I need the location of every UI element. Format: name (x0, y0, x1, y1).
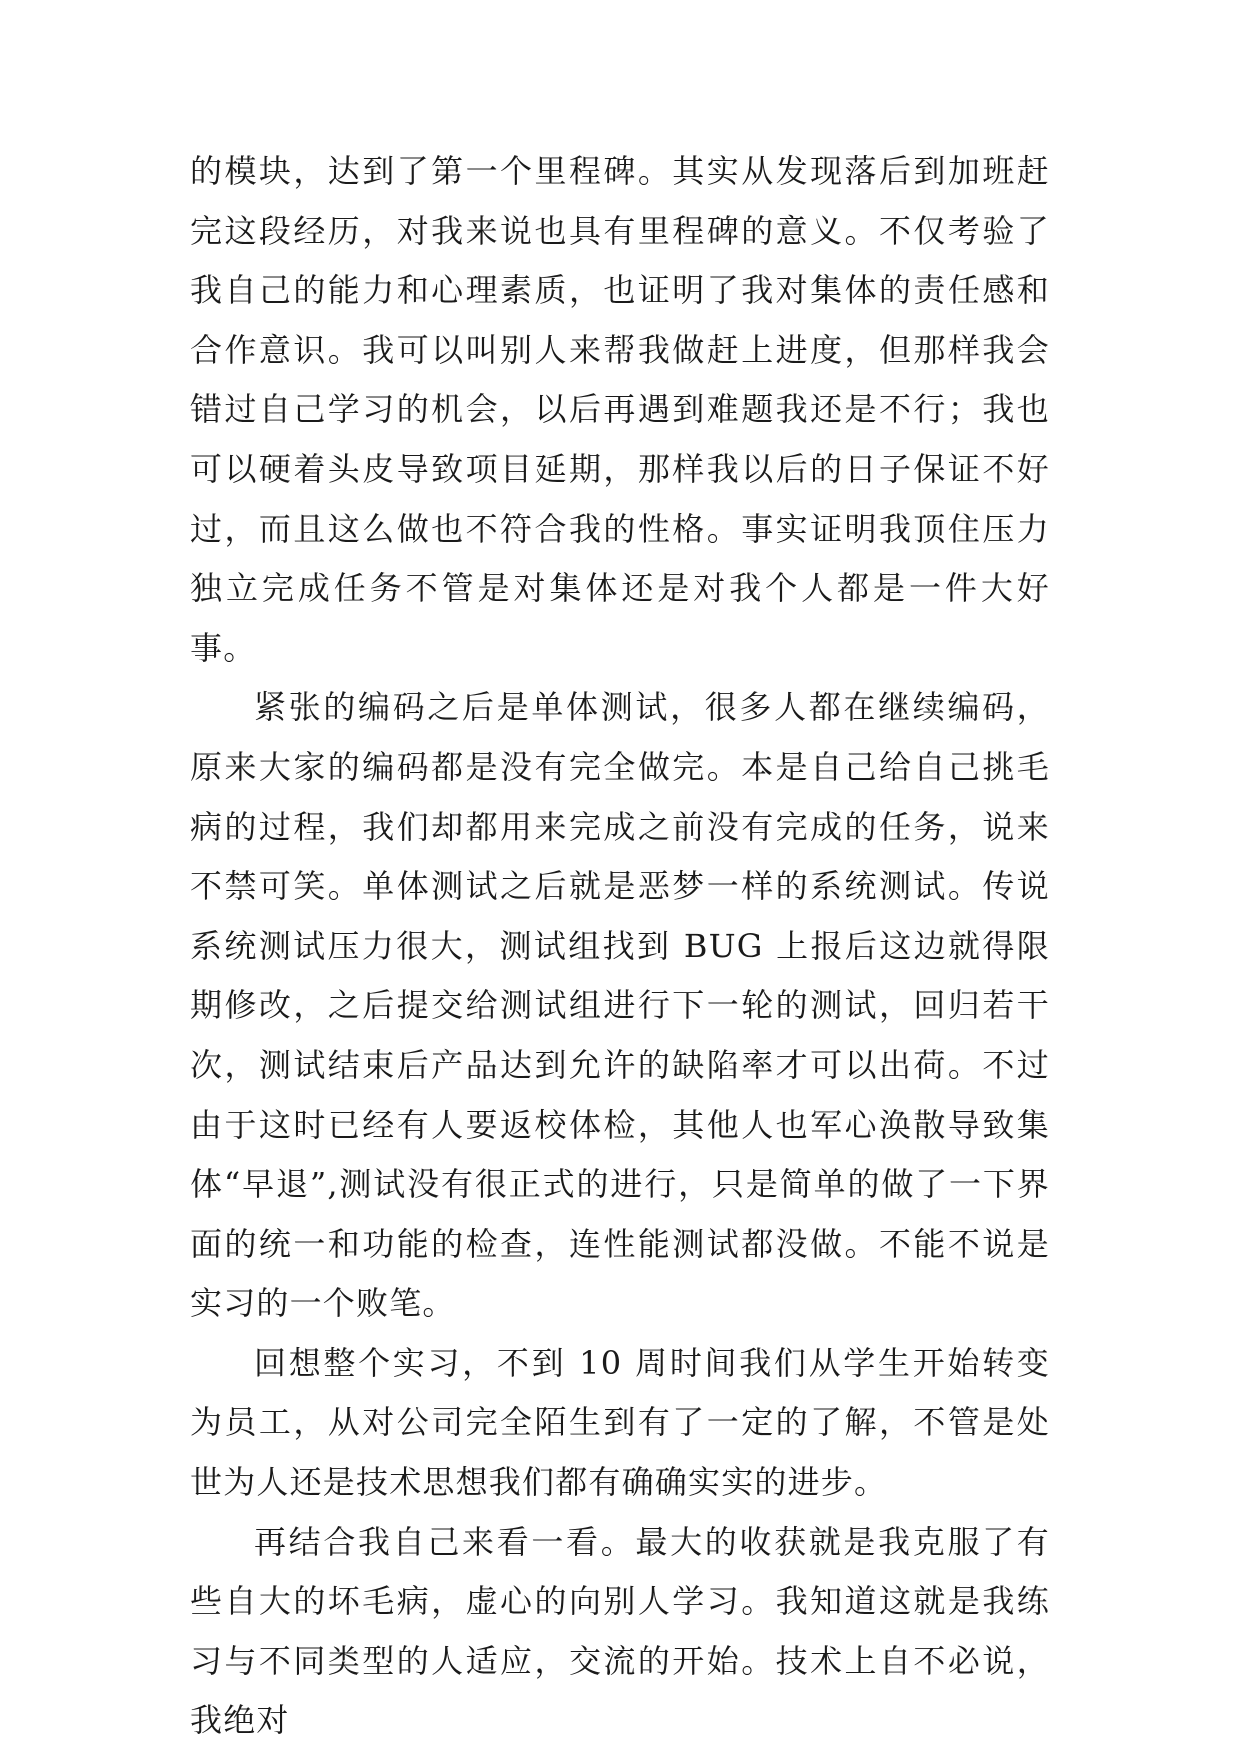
paragraph-1: 的模块，达到了第一个里程碑。其实从发现落后到加班赶完这段经历，对我来说也具有里程碑的意义。不仅考验了我自己的能力和心理素质，也证明了我对集体的责任感和合作意识。我可以叫别人来帮我做赶上进度，但那样我会错过自己学习的机会，以后再遇到难题我还是不行；我也可以硬着头皮导致项目延期，那样我以后的日子保证不好过，而且这么做也不符合我的性格。事实证明我顶住压力独立完成任务不管是对集体还是对我个人都是一件大好事。 (190, 152, 1050, 667)
paragraph-4: 再结合我自己来看一看。最大的收获就是我克服了有些自大的坏毛病，虚心的向别人学习。我知道这就是我练习与不同类型的人适应，交流的开始。技术上自不必说，我绝对 (190, 1522, 1050, 1740)
body-text (190, 142, 1050, 1751)
paragraph-3: 回想整个实习，不到 10 周时间我们从学生开始转变为员工，从对公司完全陌生到有了一定的了解，不管是处世为人还是技术思想我们都有确确实实的进步。 (190, 1343, 1050, 1502)
paragraph-2: 紧张的编码之后是单体测试，很多人都在继续编码，原来大家的编码都是没有完全做完。本是自己给自己挑毛病的过程，我们却都用来完成之前没有完成的任务，说来不禁可笑。单体测试之后就是恶梦一样的系统测试。传说系统测试压力很大，测试组找到 BUG 上报后这边就得限期修改，之后提交给测试组进行下一轮的测试，回归若干次，测试结束后产品达到允许的缺陷率才可以出荷。不过由于这时已经有人要返校体检，其他人也军心涣散导致集体“早退”,测试没有很正式的进行，只是简单的做了一下界面的统一和功能的检查，连性能测试都没做。不能不说是实习的一个败笔。 (190, 688, 1050, 1323)
